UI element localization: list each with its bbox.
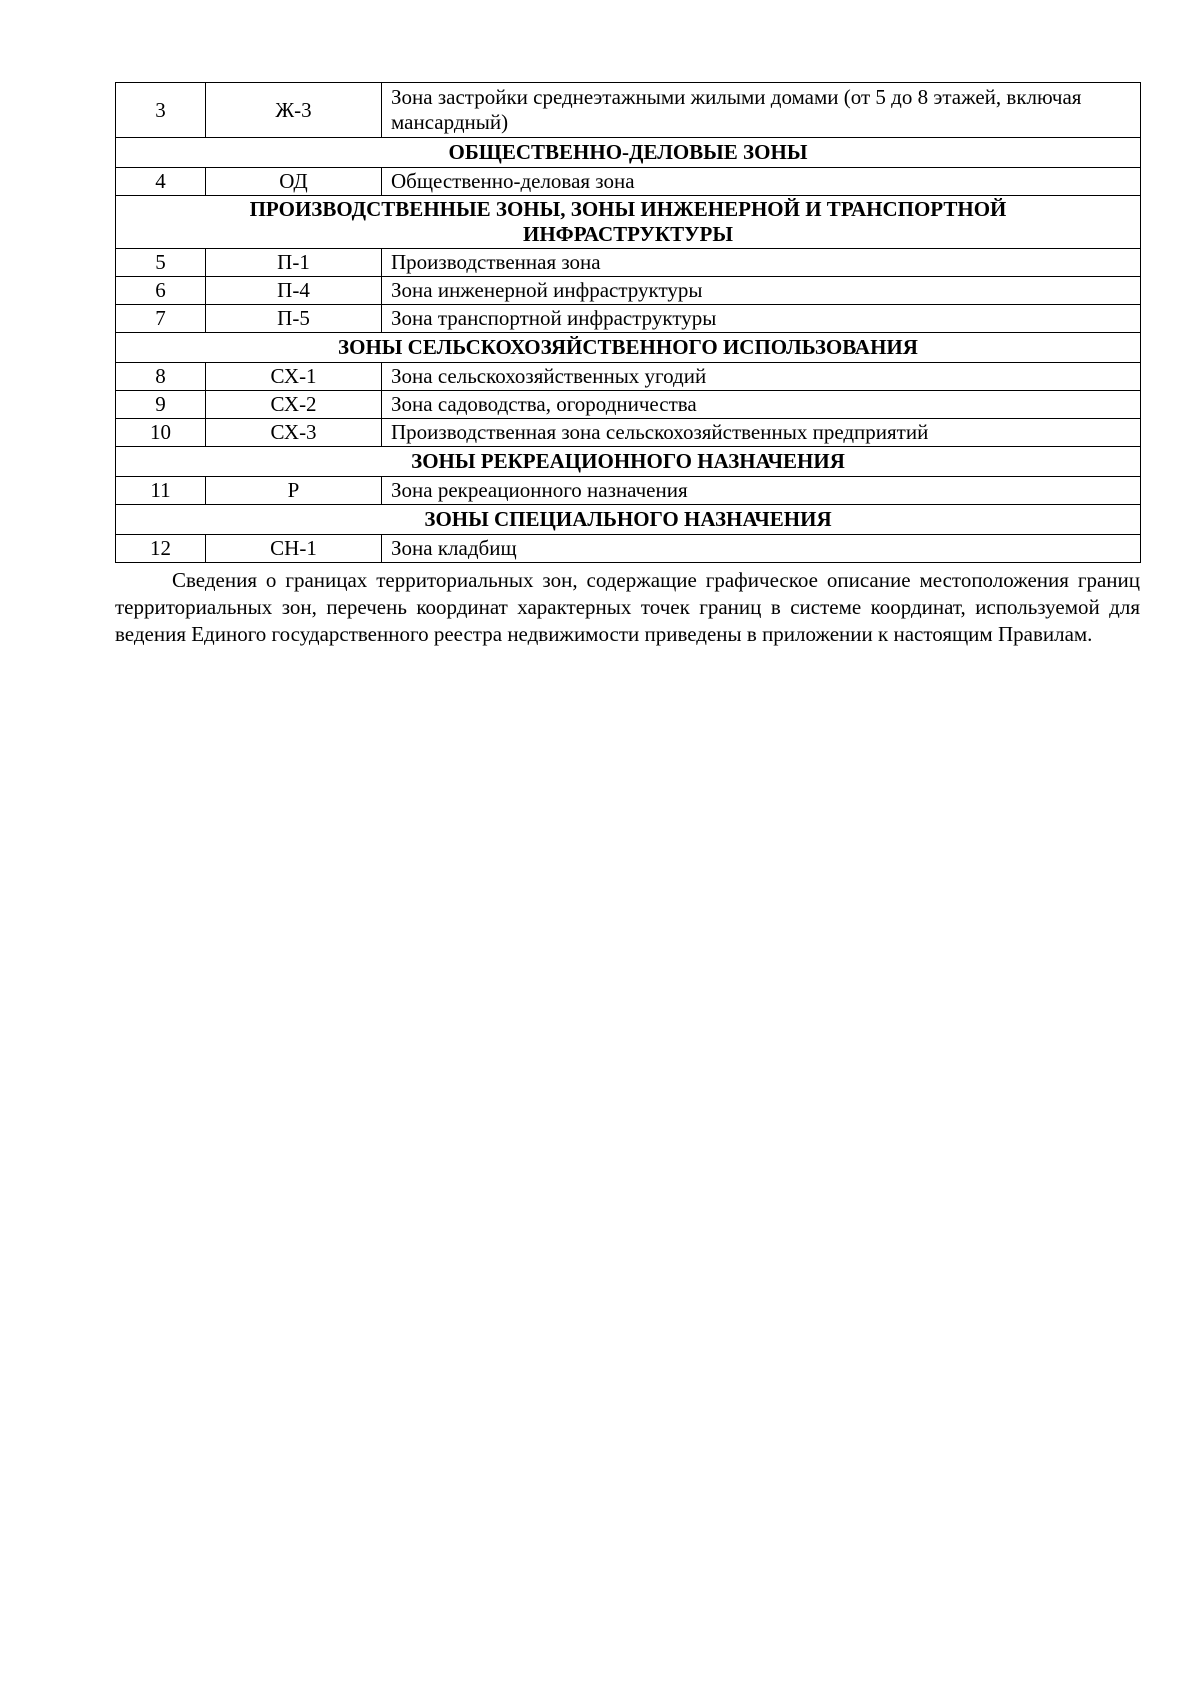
zone-code: СХ-1 (206, 363, 382, 391)
zone-description: Зона садоводства, огородничества (382, 391, 1141, 419)
table-row (116, 83, 1141, 138)
zone-number: 8 (116, 363, 206, 391)
zone-code: СХ-2 (206, 391, 382, 419)
zone-number: 10 (116, 419, 206, 447)
zone-code: П-1 (206, 249, 382, 277)
document-page (115, 82, 1140, 669)
zone-description: Зона транспортной инфраструктуры (382, 305, 1141, 333)
zone-number: 5 (116, 249, 206, 277)
zone-description: Зона сельскохозяйственных угодий (382, 363, 1141, 391)
zone-code: П-5 (206, 305, 382, 333)
zone-description: Зона рекреационного назначения (382, 477, 1141, 505)
section-row (116, 447, 1141, 477)
table-row (116, 419, 1141, 447)
zone-number: 12 (116, 535, 206, 563)
zone-code: П-4 (206, 277, 382, 305)
table-row (116, 535, 1141, 563)
section-heading: ПРОИЗВОДСТВЕННЫЕ ЗОНЫ, ЗОНЫ ИНЖЕНЕРНОЙ И ТРАНСПОРТНОЙ ИНФРАСТРУКТУРЫ (116, 196, 1141, 249)
boundary-info-paragraph: Сведения о границах территориальных зон, содержащие графическое описание местоположения границ территориальных зон, перечень координат характерных точек границ в системе координат, используемой для ведения Единого государственного реестра недвижимости приведены в приложении к настоящим Правилам. (115, 568, 1140, 646)
zone-number: 11 (116, 477, 206, 505)
table-row (116, 363, 1141, 391)
zone-number: 3 (116, 83, 206, 138)
zone-description: Зона инженерной инфраструктуры (382, 277, 1141, 305)
zone-description: Производственная зона сельскохозяйственных предприятий (382, 419, 1141, 447)
zone-code: СН-1 (206, 535, 382, 563)
zone-description: Общественно-деловая зона (382, 168, 1141, 196)
table-row (116, 277, 1141, 305)
table-row (116, 477, 1141, 505)
zone-description: Зона застройки среднеэтажными жилыми домами (от 5 до 8 этажей, включая мансардный) (382, 83, 1141, 138)
zone-number: 9 (116, 391, 206, 419)
zones-table (115, 82, 1141, 563)
section-heading: ЗОНЫ РЕКРЕАЦИОННОГО НАЗНАЧЕНИЯ (116, 447, 1141, 477)
section-row (116, 138, 1141, 168)
zone-number: 7 (116, 305, 206, 333)
table-row (116, 168, 1141, 196)
zone-code: ОД (206, 168, 382, 196)
zone-description: Зона кладбищ (382, 535, 1141, 563)
section-heading: ЗОНЫ СЕЛЬСКОХОЗЯЙСТВЕННОГО ИСПОЛЬЗОВАНИЯ (116, 333, 1141, 363)
zone-code: Ж-3 (206, 83, 382, 138)
table-row (116, 249, 1141, 277)
zone-number: 4 (116, 168, 206, 196)
section-row (116, 333, 1141, 363)
table-row (116, 305, 1141, 333)
section-heading: ОБЩЕСТВЕННО-ДЕЛОВЫЕ ЗОНЫ (116, 138, 1141, 168)
zone-code: Р (206, 477, 382, 505)
section-row (116, 505, 1141, 535)
zone-number: 6 (116, 277, 206, 305)
section-row (116, 196, 1141, 249)
zone-description: Производственная зона (382, 249, 1141, 277)
zone-code: СХ-3 (206, 419, 382, 447)
section-heading: ЗОНЫ СПЕЦИАЛЬНОГО НАЗНАЧЕНИЯ (116, 505, 1141, 535)
table-row (116, 391, 1141, 419)
